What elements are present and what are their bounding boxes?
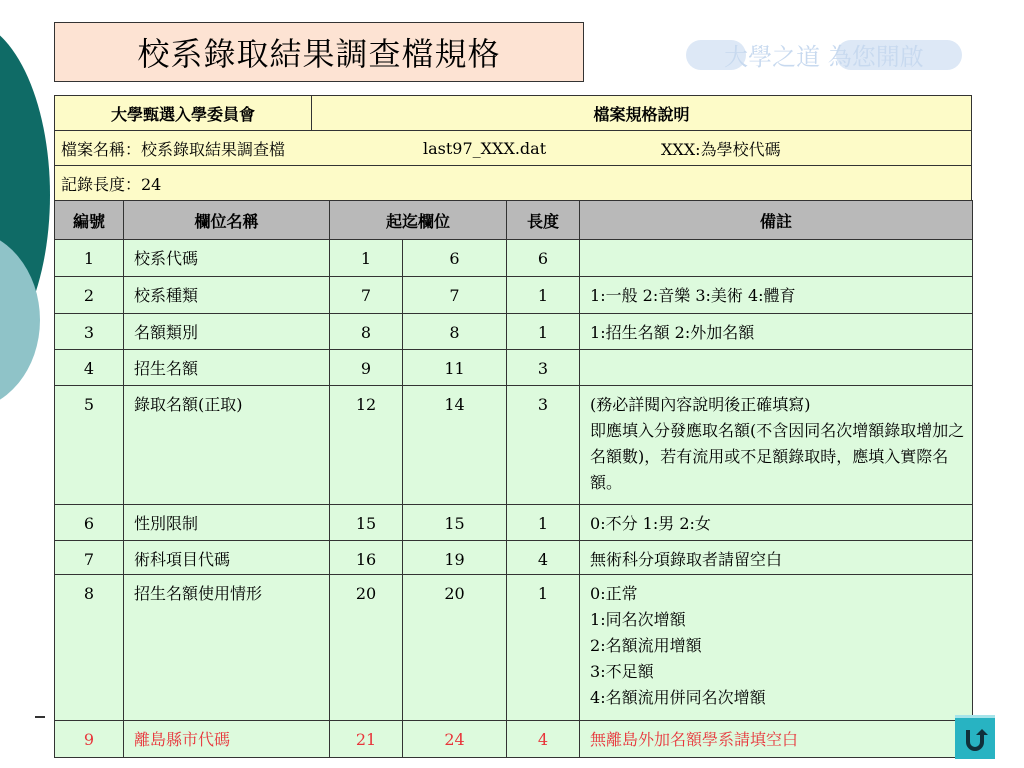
cell-field-name: 名額類別 bbox=[124, 314, 330, 350]
watermark-logo bbox=[686, 34, 962, 74]
table-row bbox=[55, 505, 973, 541]
decorative-line bbox=[35, 716, 45, 718]
cell-end: 6 bbox=[403, 240, 507, 277]
cell-no: 7 bbox=[55, 541, 124, 575]
record-length: 記錄長度：24 bbox=[61, 174, 162, 194]
table-header-row bbox=[55, 201, 973, 240]
cell-no: 9 bbox=[55, 721, 124, 758]
cell-note bbox=[580, 240, 973, 277]
cell-length: 4 bbox=[507, 541, 580, 575]
cell-length: 3 bbox=[507, 350, 580, 386]
col-header-note: 備註 bbox=[580, 201, 973, 240]
cell-field-name: 離島縣市代碼 bbox=[124, 721, 330, 758]
col-header-no: 編號 bbox=[55, 201, 124, 240]
cell-start: 1 bbox=[330, 240, 403, 277]
cell-field-name: 校系種類 bbox=[124, 277, 330, 314]
page-title: 校系錄取結果調查檔規格 bbox=[54, 22, 584, 82]
cell-no: 6 bbox=[55, 505, 124, 541]
cell-field-name: 術科項目代碼 bbox=[124, 541, 330, 575]
file-note: XXX:為學校代碼 bbox=[661, 139, 781, 159]
col-header-length: 長度 bbox=[507, 201, 580, 240]
cell-no: 5 bbox=[55, 386, 124, 505]
return-icon bbox=[962, 726, 988, 752]
table-row bbox=[55, 386, 973, 505]
cell-start: 9 bbox=[330, 350, 403, 386]
cell-note bbox=[580, 350, 973, 386]
cell-no: 2 bbox=[55, 277, 124, 314]
cell-end: 15 bbox=[403, 505, 507, 541]
cell-field-name: 招生名額 bbox=[124, 350, 330, 386]
cell-length: 3 bbox=[507, 386, 580, 505]
cell-end: 8 bbox=[403, 314, 507, 350]
spec-table bbox=[54, 200, 973, 758]
cell-end: 19 bbox=[403, 541, 507, 575]
cell-end: 7 bbox=[403, 277, 507, 314]
col-header-field: 欄位名稱 bbox=[124, 201, 330, 240]
cell-length: 6 bbox=[507, 240, 580, 277]
cell-start: 21 bbox=[330, 721, 403, 758]
cell-note: 1:一般 2:音樂 3:美術 4:體育 bbox=[580, 277, 973, 314]
cell-note: 0:正常 1:同名次增額 2:名額流用增額 3:不足額 4:名額流用併同名次增額 bbox=[580, 575, 973, 721]
table-row bbox=[55, 350, 973, 386]
cell-end: 11 bbox=[403, 350, 507, 386]
header-row-org bbox=[54, 95, 972, 131]
cell-note: 0:不分 1:男 2:女 bbox=[580, 505, 973, 541]
table-row bbox=[55, 721, 973, 758]
cell-field-name: 性別限制 bbox=[124, 505, 330, 541]
cell-note: 無術科分項錄取者請留空白 bbox=[580, 541, 973, 575]
cell-start: 15 bbox=[330, 505, 403, 541]
header-row-file bbox=[54, 130, 972, 166]
cell-note: 無離島外加名額學系請填空白 bbox=[580, 721, 973, 758]
cell-end: 14 bbox=[403, 386, 507, 505]
cell-length: 4 bbox=[507, 721, 580, 758]
cell-start: 12 bbox=[330, 386, 403, 505]
cell-field-name: 錄取名額(正取) bbox=[124, 386, 330, 505]
table-row bbox=[55, 314, 973, 350]
table-row bbox=[55, 541, 973, 575]
cell-start: 7 bbox=[330, 277, 403, 314]
cell-length: 1 bbox=[507, 505, 580, 541]
cell-length: 1 bbox=[507, 277, 580, 314]
return-button[interactable] bbox=[955, 715, 995, 759]
watermark-text: 大學之道 為您開啟 bbox=[724, 42, 924, 71]
cell-start: 8 bbox=[330, 314, 403, 350]
file-name: last97_XXX.dat bbox=[423, 138, 547, 158]
cell-no: 1 bbox=[55, 240, 124, 277]
cell-no: 3 bbox=[55, 314, 124, 350]
table-row bbox=[55, 277, 973, 314]
table-row bbox=[55, 575, 973, 721]
cell-no: 8 bbox=[55, 575, 124, 721]
cell-field-name: 招生名額使用情形 bbox=[124, 575, 330, 721]
cell-length: 1 bbox=[507, 575, 580, 721]
org-name: 大學甄選入學委員會 bbox=[55, 96, 312, 130]
file-label: 檔案名稱：校系錄取結果調查檔 bbox=[61, 139, 286, 159]
cell-field-name: 校系代碼 bbox=[124, 240, 330, 277]
cell-end: 24 bbox=[403, 721, 507, 758]
col-header-range: 起迄欄位 bbox=[330, 201, 507, 240]
header-row-record-length bbox=[54, 165, 972, 201]
cell-note: 1:招生名額 2:外加名額 bbox=[580, 314, 973, 350]
cell-no: 4 bbox=[55, 350, 124, 386]
table-row bbox=[55, 240, 973, 277]
cell-start: 16 bbox=[330, 541, 403, 575]
cell-note: (務必詳閱內容說明後正確填寫) 即應填入分發應取名額(不含因同名次增額錄取增加之名額數)，若有流用或不足額錄取時，應填入實際名額。 bbox=[580, 386, 973, 505]
doc-title: 檔案規格說明 bbox=[593, 104, 690, 124]
cell-start: 20 bbox=[330, 575, 403, 721]
cell-length: 1 bbox=[507, 314, 580, 350]
cell-end: 20 bbox=[403, 575, 507, 721]
